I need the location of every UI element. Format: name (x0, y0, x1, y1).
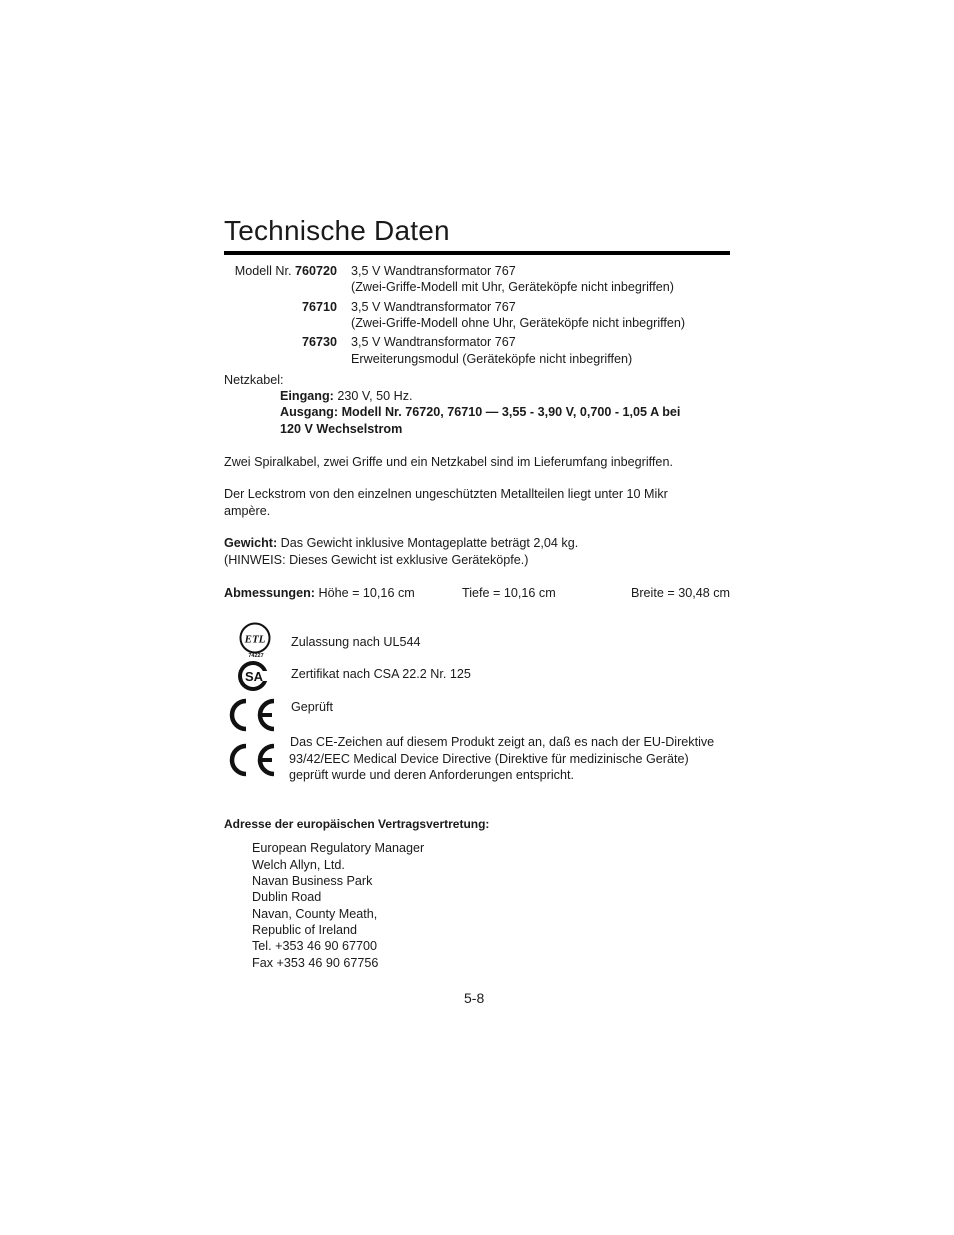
etl-logo (239, 622, 273, 658)
weight-text (224, 535, 578, 552)
dimensions-width: Breite = 30,48 cm (630, 586, 730, 600)
dimensions-height-value: Höhe = 10,16 cm (314, 586, 415, 600)
etl-logo-number: 74227 (248, 653, 264, 658)
address-fax: Fax +353 46 90 67756 (252, 956, 379, 970)
scope-text: Zwei Spiralkabel, zwei Griffe und ein Netzkabel sind im Lieferumfang inbegriffen. (224, 455, 673, 469)
dimensions-depth: Tiefe = 10,16 cm (462, 586, 556, 600)
model-prefix: Modell Nr. (234, 264, 295, 278)
address-line: Dublin Road (252, 890, 322, 904)
title-rule (224, 251, 730, 255)
model-number-1 (224, 263, 337, 280)
power-input-label: Eingang: (280, 389, 334, 403)
address-line: Navan Business Park (252, 874, 373, 888)
model-3-line2: Erweiterungsmodul (Geräteköpfe nicht inbegriffen) (351, 352, 633, 366)
address-line: Welch Allyn, Ltd. (252, 858, 345, 872)
power-heading: Netzkabel: (224, 373, 284, 387)
dimensions-height (224, 585, 415, 602)
power-output-line2: 120 V Wechselstrom (280, 422, 403, 436)
model-1-line1: 3,5 V Wandtransformator 767 (351, 264, 516, 278)
ce-mark-icon (225, 742, 279, 778)
csa-logo-text: SA (244, 669, 264, 684)
power-input-value: 230 V, 50 Hz. (333, 389, 413, 403)
ce-mark-icon (225, 697, 279, 733)
address-line: Republic of Ireland (252, 923, 358, 937)
model-3-line1: 3,5 V Wandtransformator 767 (351, 335, 516, 349)
csa-cert-text: Zertifikat nach CSA 22.2 Nr. 125 (291, 667, 471, 681)
address-tel: Tel. +353 46 90 67700 (252, 939, 377, 953)
etl-logo-text: ETL (244, 633, 266, 646)
model-1-line2: (Zwei-Griffe-Modell mit Uhr, Geräteköpfe nicht inbegriffen) (351, 280, 674, 294)
address-line: European Regulatory Manager (252, 841, 425, 855)
power-input (280, 388, 413, 405)
power-output-line1: Ausgang: Modell Nr. 76720, 76710 — 3,55 - 3,90 V, 0,700 - 1,05 A bei (280, 405, 681, 419)
model-number-2: 76710 (301, 300, 337, 314)
dimensions-label: Abmessungen: (224, 586, 315, 600)
model-2-line2: (Zwei-Griffe-Modell ohne Uhr, Geräteköpfe nicht inbegriffen) (351, 316, 686, 330)
address-heading: Adresse der europäischen Vertragsvertretung: (224, 817, 490, 831)
ce-text-line1: Das CE-Zeichen auf diesem Produkt zeigt an, daß es nach der EU-Direktive (290, 735, 715, 749)
page-number: 5-8 (464, 990, 485, 1006)
csa-logo (236, 659, 270, 693)
ce-text-line2: 93/42/EEC Medical Device Directive (Direktive für medizinische Geräte) (289, 752, 689, 766)
model-2-line1: 3,5 V Wandtransformator 767 (351, 300, 516, 314)
leakage-line1: Der Leckstrom von den einzelnen ungeschützten Metallteilen liegt unter 10 Mikr (224, 487, 668, 501)
ce-text-line3: geprüft wurde und deren Anforderungen entspricht. (289, 768, 574, 782)
leakage-line2: ampère. (224, 504, 271, 518)
page-title: Technische Daten (224, 215, 450, 246)
weight-label: Gewicht: (224, 536, 278, 550)
weight-note: (HINWEIS: Dieses Gewicht ist exklusive Geräteköpfe.) (224, 553, 529, 567)
ce-tested-text: Geprüft (291, 700, 333, 714)
address-line: Navan, County Meath, (252, 907, 378, 921)
model-number-3: 76730 (301, 335, 337, 349)
weight-value: Das Gewicht inklusive Montageplatte beträgt 2,04 kg. (277, 536, 579, 550)
model-number-value: 760720 (294, 264, 337, 278)
ul-approval-text: Zulassung nach UL544 (291, 635, 421, 649)
